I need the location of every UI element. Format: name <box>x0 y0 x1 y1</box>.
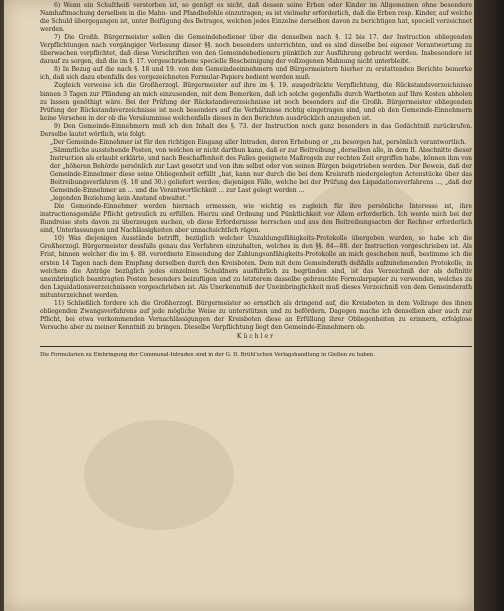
document-page <box>4 0 474 611</box>
instruction-quote <box>40 139 472 203</box>
signature: Küchler <box>236 332 276 340</box>
paragraph-9: 9) Den Gemeinde-Einnehmern muß ich den Inhalt des §. 73. der Instruction noch ganz besonders in das Gedächtniß zurückrufen. Derselbe lautet wörtlich, wie folgt: <box>40 122 472 138</box>
paragraph-10: 10) Was diejenigen Ausstände betrifft, bezüglich welcher Unzahlungsfähigkeits-Protokolle übergeben wurden, so habe ich die Großherzogl. Bürgermeister dessfalls genau das Verfahren einzuhalten, welches in den §§. 84—88. der Instruction vorgeschrieben ist. Als Frist, binnen welcher die im §. 88. verordnete Einsendung der Zahlungsunfähigkeits-Protokolle an mich geschehen muß, bestimme ich die ersten 14 Tagen nach dem Empfang derselben durch den Kreisboten. Dem mit dem Gemeinderath deßfalls aufzunehmenden Protokolle, in welchem die Anträge bezüglich jedes einzelnen Schuldners ausführlich zu begründen sind, ist das Verzeichniß der als definitiv uneinbringlich beantragten Posten besonders beizufügen und zu letzterem dasselbe gebrauchte Formularpapier zu verwenden, welches zu den Liquidationsverzeichnissen vorgeschrieben ist. Als Unerkenntniß der Uneinbringlichkeit muß dieses Verzeichniß von dem Gemeinderath mitunterzeichnet werden. <box>40 235 472 299</box>
page-edge <box>474 0 504 611</box>
paragraph-7: 7) Die Großh. Bürgermeister sollen die Gemeindebediener über die denselben nach §. 12 bis 17. der Instruction obliegenden Verpflichtungen nach vorgängiger Verlesung dieser §§. noch besonders unterrichten, und es sind dieselbe bei eigener Verantwortung zu überwachen verpflichtet, daß diese Vorschriften von den Gemeindebedienern pünktlich zur Ausführung gebracht werden. Insbesondere ist darauf zu sorgen, daß die im §. 17. vorgeschriebene specielle Bescheinigung der vollzogenen Mahnung nicht unterbleibt. <box>40 34 472 66</box>
imprint-note: Die Formularien zu Einbringung der Communal-Intraden sind in der G. D. Brühl'schen Verlagshandlung in Gießen zu haben. <box>40 351 375 358</box>
paragraph-8-continued: Zugleich verweise ich die Großherzogl. Bürgermeister auf ihre im §. 19. ausgedrückte Verpflichtung, die Rückstandsverzeichnisse binnen 3 Tagen zur Pfändung an mich einzusenden, mit dem Bemerken, daß ich solche gegenfalls durch Wartboten auf Ihre Kosten abholen zu lassen genöthigt wäre. Bei der Prüfung der Rückstandsverzeichnisse ist noch besonders auf die Großh. Bürgermeister obliegenden Prüfung der Rückstandsverzeichnisse ist noch besonders auf die Verhältnisse richtig eingetragen sind, und ob den Gemeinde-Einnehmern keine Versehen in der ob die Versäumnisse welchenfalls dieses in den Berichten ausdrücklich anzugeben ist. <box>40 82 472 122</box>
quote-line: „Der Gemeinde-Einnehmer ist für den richtigen Eingang aller Intraden, deren Erhebung er „zu besorgen hat, persönlich verantwortlich. <box>50 138 467 146</box>
paragraph-11: 11) Schließlich fordere ich die Großherzogl. Bürgermeister so ernstlich als dringend auf, die Kreisboten in dem Vollzuge des ihnen obliegenden Zwangsverfahrens auf jede mögliche Weise zu unterstützen und zu befördern. Dagegen mache ich denselben aber auch zur Pflicht, bei etwa vorkommenden Vernachlässigungen der Kreisboten diese an Erfüllung ihrer Obliegenheiten zu erinnern, erfolglose Versuche aber zu meiner Kenntniß zu bringen. Dieselbe Verpflichtung liegt den Gemeinde-Einnehmern ob. <box>40 299 472 331</box>
quote-line: „legenden Beziehung kein Anstand obwaltet.“ <box>50 195 191 203</box>
paragraph-6: 6) Wenn ein Schultheiß verstorben ist, so genügt es nicht, daß dessen seine Erben oder Kinder im Allgemeinen ohne besondere Namhaftmachung derselben in die Mahn- und Pfandbefehle einzutragen; es ist vielmehr erforderlich, daß die Erben resp. Kinder, auf welche die Schuld übergegangen ist, unter Beifügung des Betrages, welchen jedes Einzelne derselben davon zu berichtigen hat, speciell vorzeichnet werden. <box>40 2 472 34</box>
divider <box>40 346 472 347</box>
document-body <box>40 2 472 359</box>
quote-line: „Sämmtliche ausstehende Posten, von welchen er nicht darthun kann, daß er zur Beitreibung „derselben alle, in dem II. Abschnitte dieser Instruction als erlaubt erklärte, und nach Beschaffenheit des Falles geeignete Maßregeln zur rechten Zeit ergriffen habe, können ihm von der „höheren Behörde persönlich zur Last gesetzt und von ihm selbst oder von seinen Bürgen beigetrieben werden. Der Beweis, daß der Gemeinde-Einnehmer diese seine Obliegenheit erfüllt „hat, kann nur durch die bei dem Kreisrath niedergelegten Actenstücke über das Beitreibungsverfahren (§. 18 und 30.) geliefert werden; diejenigen Fälle, welche bei der Prüfung des Liquidationsverfahrens ..., „daß der Gemeinde-Einnehmer an ... und die Verantwortlichkeit ... zur Last gelegt werden ... <box>50 146 472 195</box>
paragraph-9-continued: Die Gemeinde-Einnehmer werden hiernach ermessen, wie wichtig es zugleich für ihre persönliche Interesse ist, ihre instructionsgemäße Pflicht getreulich zu erfüllen. Hierzu sind Ordnung und Pünktlichkeit vor Allem erforderlich. Ich werde mich bei der Rundreise stets davon zu überzeugen suchen, ob diese Erfordernisse herrschen und aus den Beitreibungsacten der Rechner erforderlich sind, Unterlassungen und Nachlässigkeiten aber unnachsichtlich rügen. <box>40 203 472 235</box>
paragraph-8: 8) In Bezug auf die nach §. 18 und 19. von den Gemeindeeinnehmern und Bürgermeistern hierher zu erstattenden Berichte bemerke ich, daß sich dazu ebenfalls des vorgezeichneten Formular-Papiers bedient werden muß. <box>40 66 472 82</box>
paper-stain <box>84 420 234 530</box>
